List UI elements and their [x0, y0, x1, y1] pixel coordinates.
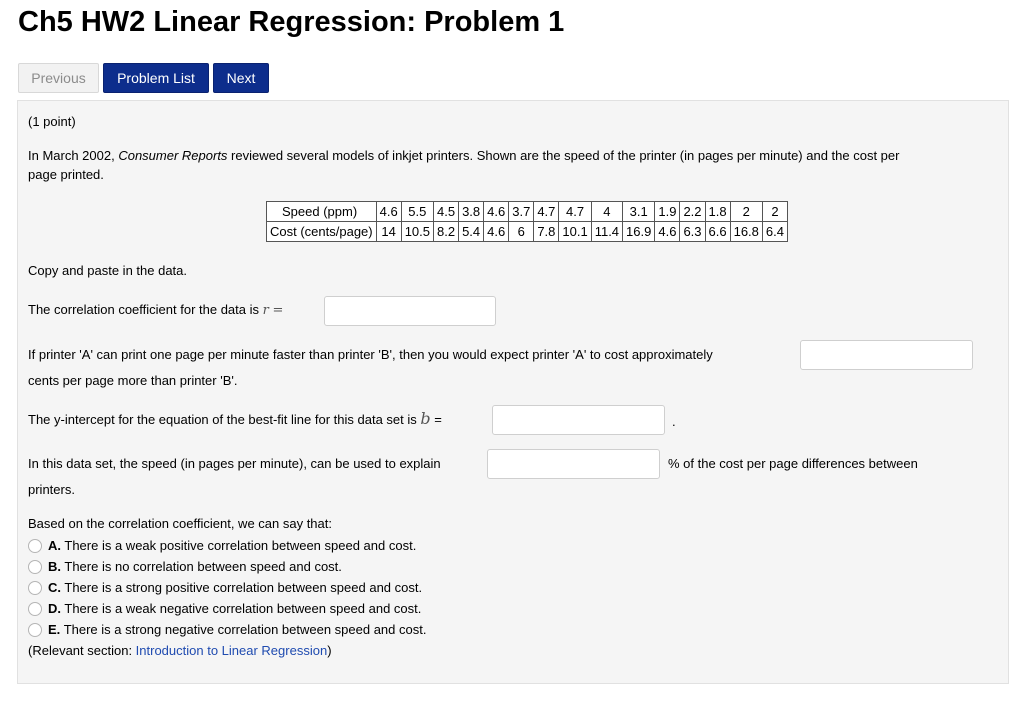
choice-e-letter: E. — [48, 621, 61, 637]
table-cell-cost-9: 16.9 — [623, 222, 655, 242]
choice-e-text: There is a strong negative correlation between speed and cost. — [63, 621, 427, 637]
choice-b[interactable] — [28, 556, 342, 577]
copy-paste-instruction: Copy and paste in the data. — [28, 263, 188, 278]
intercept-input[interactable] — [492, 405, 665, 435]
r2-question-line2: printers. — [28, 482, 75, 497]
relevant-suffix: ) — [327, 643, 332, 658]
points-label: (1 point) — [28, 114, 76, 129]
choice-c-text: There is a strong positive correlation between speed and cost. — [64, 579, 423, 595]
choice-c-letter: C. — [48, 579, 61, 595]
table-cell-speed-0: 4.6 — [376, 202, 401, 222]
radio-a[interactable] — [28, 539, 42, 553]
slope-input[interactable] — [800, 340, 973, 370]
problem-body — [17, 100, 1009, 684]
intro-before: In March 2002, — [28, 148, 119, 163]
table-cell-speed-13: 2 — [730, 202, 762, 222]
intro-text-line2: page printed. — [28, 167, 104, 182]
intro-after: reviewed several models of inkjet printers. Shown are the speed of the printer (in pages per minute) and the cost per — [227, 148, 900, 163]
next-button[interactable]: Next — [213, 63, 269, 93]
choice-e[interactable] — [28, 619, 426, 640]
b-symbol: b — [420, 409, 431, 428]
row-label-speed: Speed (ppm) — [267, 202, 377, 222]
problem-list-button[interactable]: Problem List — [103, 63, 209, 93]
radio-d[interactable] — [28, 602, 42, 616]
table-cell-speed-12: 1.8 — [705, 202, 730, 222]
previous-button[interactable]: Previous — [18, 63, 99, 93]
intercept-question-text: The y-intercept for the equation of the best-fit line for this data set is — [28, 412, 421, 427]
r-symbol: r — [262, 303, 269, 318]
table-cell-speed-1: 5.5 — [401, 202, 433, 222]
table-cell-cost-14: 6.4 — [762, 222, 787, 242]
table-cell-speed-5: 3.7 — [509, 202, 534, 222]
radio-e[interactable] — [28, 623, 42, 637]
table-cell-cost-4: 4.6 — [484, 222, 509, 242]
choice-d-letter: D. — [48, 600, 61, 616]
relevant-section-link[interactable]: Introduction to Linear Regression — [135, 643, 328, 658]
table-cell-speed-9: 3.1 — [623, 202, 655, 222]
table-row-speed — [267, 202, 788, 222]
mc-prompt: Based on the correlation coefficient, we can say that: — [28, 516, 332, 531]
correlation-question — [28, 301, 283, 320]
table-cell-cost-1: 10.5 — [401, 222, 433, 242]
intercept-period: . — [672, 414, 676, 429]
intro-text-line1 — [28, 147, 899, 165]
relevant-section — [28, 642, 332, 660]
slope-question-line2: cents per page more than printer 'B'. — [28, 373, 238, 388]
b-equals: = — [434, 412, 442, 427]
table-cell-cost-11: 6.3 — [680, 222, 705, 242]
choice-a-letter: A. — [48, 537, 61, 553]
radio-c[interactable] — [28, 581, 42, 595]
correlation-question-text: The correlation coefficient for the data is — [28, 302, 263, 317]
table-cell-speed-8: 4 — [591, 202, 622, 222]
relevant-prefix: (Relevant section: — [28, 643, 136, 658]
data-table — [266, 201, 788, 242]
choice-a-text: There is a weak positive correlation between speed and cost. — [64, 537, 417, 553]
table-cell-cost-12: 6.6 — [705, 222, 730, 242]
table-cell-cost-0: 14 — [376, 222, 401, 242]
r2-input[interactable] — [487, 449, 660, 479]
table-cell-cost-7: 10.1 — [559, 222, 591, 242]
table-cell-cost-8: 11.4 — [591, 222, 622, 242]
table-cell-speed-2: 4.5 — [434, 202, 459, 222]
slope-question-line1: If printer 'A' can print one page per minute faster than printer 'B', then you would expect printer 'A' to cost approximately — [28, 347, 713, 362]
correlation-input[interactable] — [324, 296, 496, 326]
choice-d[interactable] — [28, 598, 421, 619]
choice-d-text: There is a weak negative correlation between speed and cost. — [64, 600, 422, 616]
r2-question-after: % of the cost per page differences between — [668, 456, 918, 471]
radio-b[interactable] — [28, 560, 42, 574]
row-label-cost: Cost (cents/page) — [267, 222, 377, 242]
choice-b-text: There is no correlation between speed and cost. — [64, 558, 342, 574]
table-cell-cost-6: 7.8 — [534, 222, 559, 242]
table-cell-speed-6: 4.7 — [534, 202, 559, 222]
table-cell-speed-7: 4.7 — [559, 202, 591, 222]
table-cell-cost-3: 5.4 — [459, 222, 484, 242]
r2-question-before: In this data set, the speed (in pages per minute), can be used to explain — [28, 456, 441, 471]
intercept-question — [28, 410, 442, 429]
table-cell-cost-10: 4.6 — [655, 222, 680, 242]
table-cell-speed-4: 4.6 — [484, 202, 509, 222]
r-equals: = — [272, 303, 284, 318]
choice-b-letter: B. — [48, 558, 61, 574]
intro-source: Consumer Reports — [118, 148, 228, 163]
table-row-cost — [267, 222, 788, 242]
table-cell-cost-2: 8.2 — [434, 222, 459, 242]
choice-c[interactable] — [28, 577, 422, 598]
table-cell-speed-11: 2.2 — [680, 202, 705, 222]
table-cell-speed-10: 1.9 — [655, 202, 680, 222]
choice-a[interactable] — [28, 535, 416, 556]
table-cell-speed-3: 3.8 — [459, 202, 484, 222]
table-cell-cost-5: 6 — [509, 222, 534, 242]
problem-nav — [18, 63, 269, 93]
table-cell-cost-13: 16.8 — [730, 222, 762, 242]
table-cell-speed-14: 2 — [762, 202, 787, 222]
page-title: Ch5 HW2 Linear Regression: Problem 1 — [18, 6, 565, 38]
